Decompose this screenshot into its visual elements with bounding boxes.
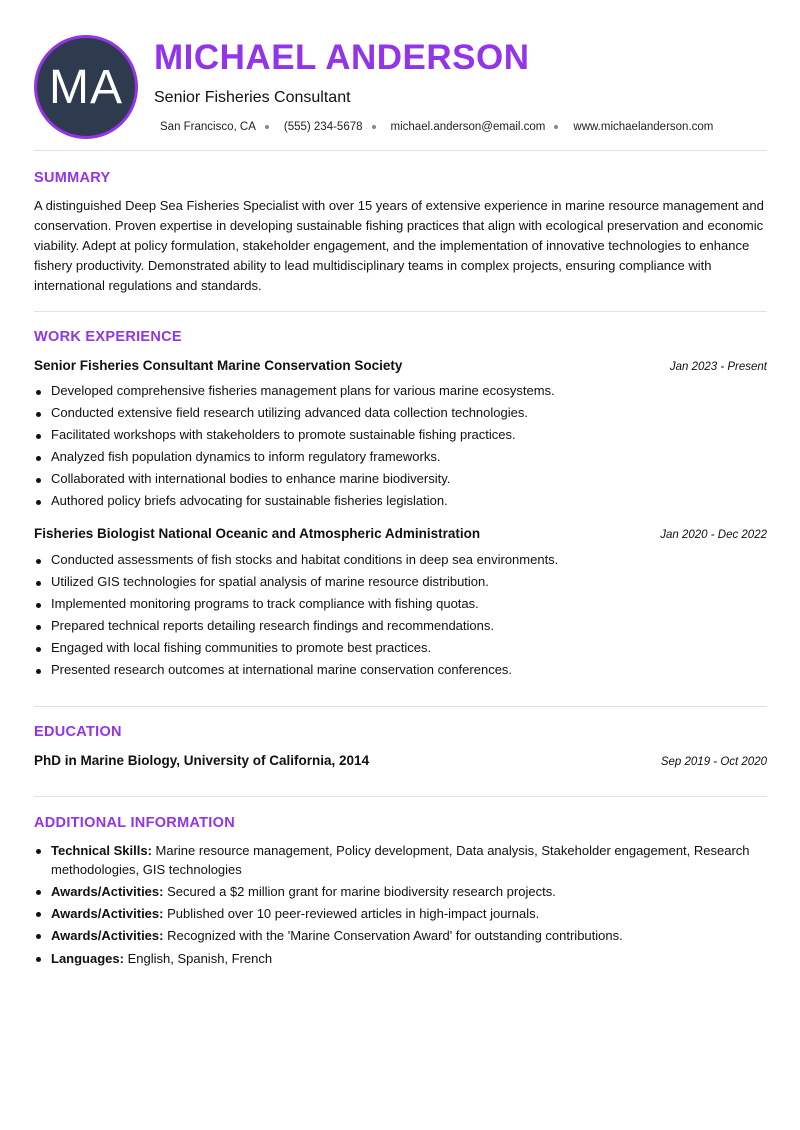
- job-header: [34, 526, 767, 541]
- bullet-icon: [36, 434, 41, 439]
- list-item: Awards/Activities: Secured a $2 million grant for marine biodiversity research projects.: [34, 882, 772, 901]
- list-item: Presented research outcomes at international marine conservation conferences.: [34, 661, 772, 683]
- job-role: Senior Fisheries Consultant Marine Conservation Society: [34, 358, 403, 373]
- bullet-icon: [36, 581, 41, 586]
- list-item: Collaborated with international bodies to enhance marine biodiversity.: [34, 470, 772, 492]
- job-dates: Jan 2023 - Present: [669, 361, 767, 373]
- contact-phone: (555) 234-5678: [283, 121, 363, 133]
- education-heading: EDUCATION: [34, 724, 122, 740]
- bullet-icon: [36, 647, 41, 652]
- bullet-icon: [36, 603, 41, 608]
- list-item: Developed comprehensive fisheries management plans for various marine ecosystems.: [34, 382, 772, 404]
- job-bullets: [34, 382, 772, 514]
- list-item: Implemented monitoring programs to track compliance with fishing quotas.: [34, 595, 772, 617]
- candidate-name: MICHAEL ANDERSON: [154, 38, 530, 77]
- education-dates: Sep 2019 - Oct 2020: [660, 756, 767, 768]
- bullet-icon: [36, 669, 41, 674]
- bullet-icon: [36, 456, 41, 461]
- list-item: Conducted assessments of fish stocks and habitat conditions in deep sea environments.: [34, 551, 772, 573]
- divider: [34, 150, 767, 151]
- list-item: Authored policy briefs advocating for sustainable fisheries legislation.: [34, 492, 772, 514]
- contact-bar: [160, 121, 713, 133]
- contact-location: San Francisco, CA: [160, 121, 256, 133]
- summary-heading: SUMMARY: [34, 170, 111, 186]
- contact-email: michael.anderson@email.com: [390, 121, 546, 133]
- divider: [34, 796, 767, 797]
- bullet-icon: [36, 478, 41, 483]
- bullet-icon: [36, 849, 41, 854]
- job-bullets: [34, 551, 772, 683]
- bullet-icon: [36, 934, 41, 939]
- list-item: Languages: English, Spanish, French: [34, 949, 772, 968]
- education-entry: [34, 753, 767, 768]
- bullet-icon: [36, 559, 41, 564]
- list-item: Engaged with local fishing communities to promote best practices.: [34, 639, 772, 661]
- list-item: Technical Skills: Marine resource management, Policy development, Data analysis, Stakeholder engagement, Research methodologies, GIS technologies: [34, 841, 772, 879]
- divider: [34, 311, 767, 312]
- job-header: [34, 358, 767, 373]
- list-item: Analyzed fish population dynamics to inform regulatory frameworks.: [34, 448, 772, 470]
- separator-dot-icon: [265, 125, 269, 129]
- bullet-icon: [36, 625, 41, 630]
- additional-heading: ADDITIONAL INFORMATION: [34, 815, 235, 831]
- avatar-initials: MA: [49, 60, 123, 114]
- experience-heading: WORK EXPERIENCE: [34, 329, 182, 345]
- separator-dot-icon: [372, 125, 376, 129]
- contact-website: www.michaelanderson.com: [573, 121, 714, 133]
- job-dates: Jan 2020 - Dec 2022: [660, 529, 767, 541]
- list-item: Conducted extensive field research utilizing advanced data collection technologies.: [34, 404, 772, 426]
- bullet-icon: [36, 390, 41, 395]
- education-degree: PhD in Marine Biology, University of California, 2014: [34, 753, 370, 768]
- job-role: Fisheries Biologist National Oceanic and Atmospheric Administration: [34, 526, 481, 541]
- additional-list: [34, 841, 772, 971]
- summary-text: A distinguished Deep Sea Fisheries Specialist with over 15 years of extensive experience in marine resource management and conservation. Proven expertise in developing sustainable fishing practices that align with ecological preservation and economic viability. Adept at policy formulation, stakeholder engagement, and the implementation of innovative technologies to enhance fishery productivity. Demonstrated ability to lead multidisciplinary teams in complex projects, ensuring compliance with international regulations and standards.: [34, 198, 764, 293]
- candidate-title: Senior Fisheries Consultant: [154, 89, 351, 106]
- bullet-icon: [36, 500, 41, 505]
- bullet-icon: [36, 912, 41, 917]
- bullet-icon: [36, 957, 41, 962]
- divider: [34, 706, 767, 707]
- list-item: Awards/Activities: Published over 10 peer-reviewed articles in high-impact journals.: [34, 904, 772, 923]
- list-item: Prepared technical reports detailing research findings and recommendations.: [34, 617, 772, 639]
- bullet-icon: [36, 412, 41, 417]
- list-item: Facilitated workshops with stakeholders to promote sustainable fishing practices.: [34, 426, 772, 448]
- bullet-icon: [36, 890, 41, 895]
- separator-dot-icon: [554, 125, 558, 129]
- avatar: [34, 35, 138, 139]
- list-item: Utilized GIS technologies for spatial analysis of marine resource distribution.: [34, 573, 772, 595]
- list-item: Awards/Activities: Recognized with the 'Marine Conservation Award' for outstanding contributions.: [34, 926, 772, 945]
